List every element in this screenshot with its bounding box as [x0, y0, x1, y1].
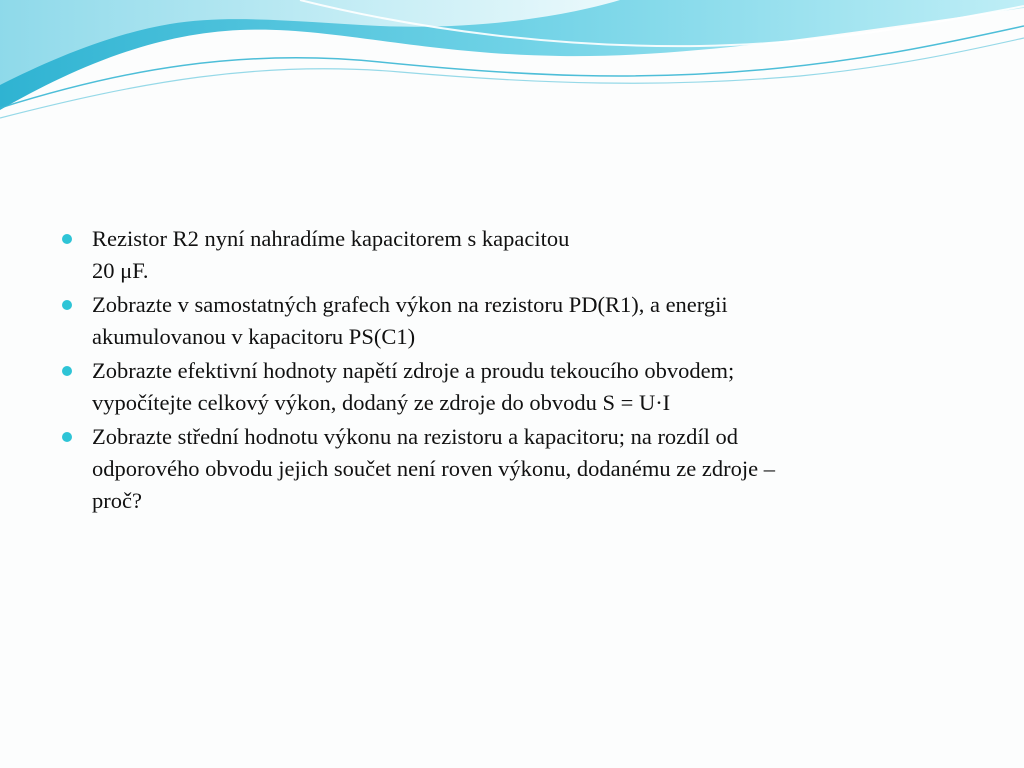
bullet-text	[92, 355, 940, 419]
bullet-text	[92, 421, 940, 517]
bullet-line: Zobrazte v samostatných grafech výkon na rezistoru PD(R1), a energii	[92, 292, 728, 317]
bullet-line: 20 μF.	[92, 258, 149, 283]
bullet-dot-icon	[62, 300, 72, 310]
bullet-line: Zobrazte střední hodnotu výkonu na rezistoru a kapacitoru; na rozdíl od	[92, 424, 739, 449]
bullet-line: vypočítejte celkový výkon, dodaný ze zdroje do obvodu S = U·I	[92, 390, 671, 415]
bullet-item	[60, 355, 940, 419]
bullet-item	[60, 289, 940, 353]
bullet-list	[60, 223, 940, 517]
bullet-dot-icon	[62, 432, 72, 442]
bullet-text	[92, 289, 940, 353]
header-wave-decoration	[0, 0, 1024, 130]
bullet-line: proč?	[92, 488, 142, 513]
bullet-item	[60, 223, 940, 287]
bullet-line: Rezistor R2 nyní nahradíme kapacitorem s kapacitou	[92, 226, 570, 251]
bullet-line: odporového obvodu jejich součet není roven výkonu, dodanému ze zdroje –	[92, 456, 775, 481]
bullet-dot-icon	[62, 366, 72, 376]
bullet-dot-icon	[62, 234, 72, 244]
bullet-line: Zobrazte efektivní hodnoty napětí zdroje a proudu tekoucího obvodem;	[92, 358, 735, 383]
bullet-line: akumulovanou v kapacitoru PS(C1)	[92, 324, 416, 349]
bullet-text	[92, 223, 940, 287]
slide-content	[60, 223, 940, 519]
bullet-item	[60, 421, 940, 517]
